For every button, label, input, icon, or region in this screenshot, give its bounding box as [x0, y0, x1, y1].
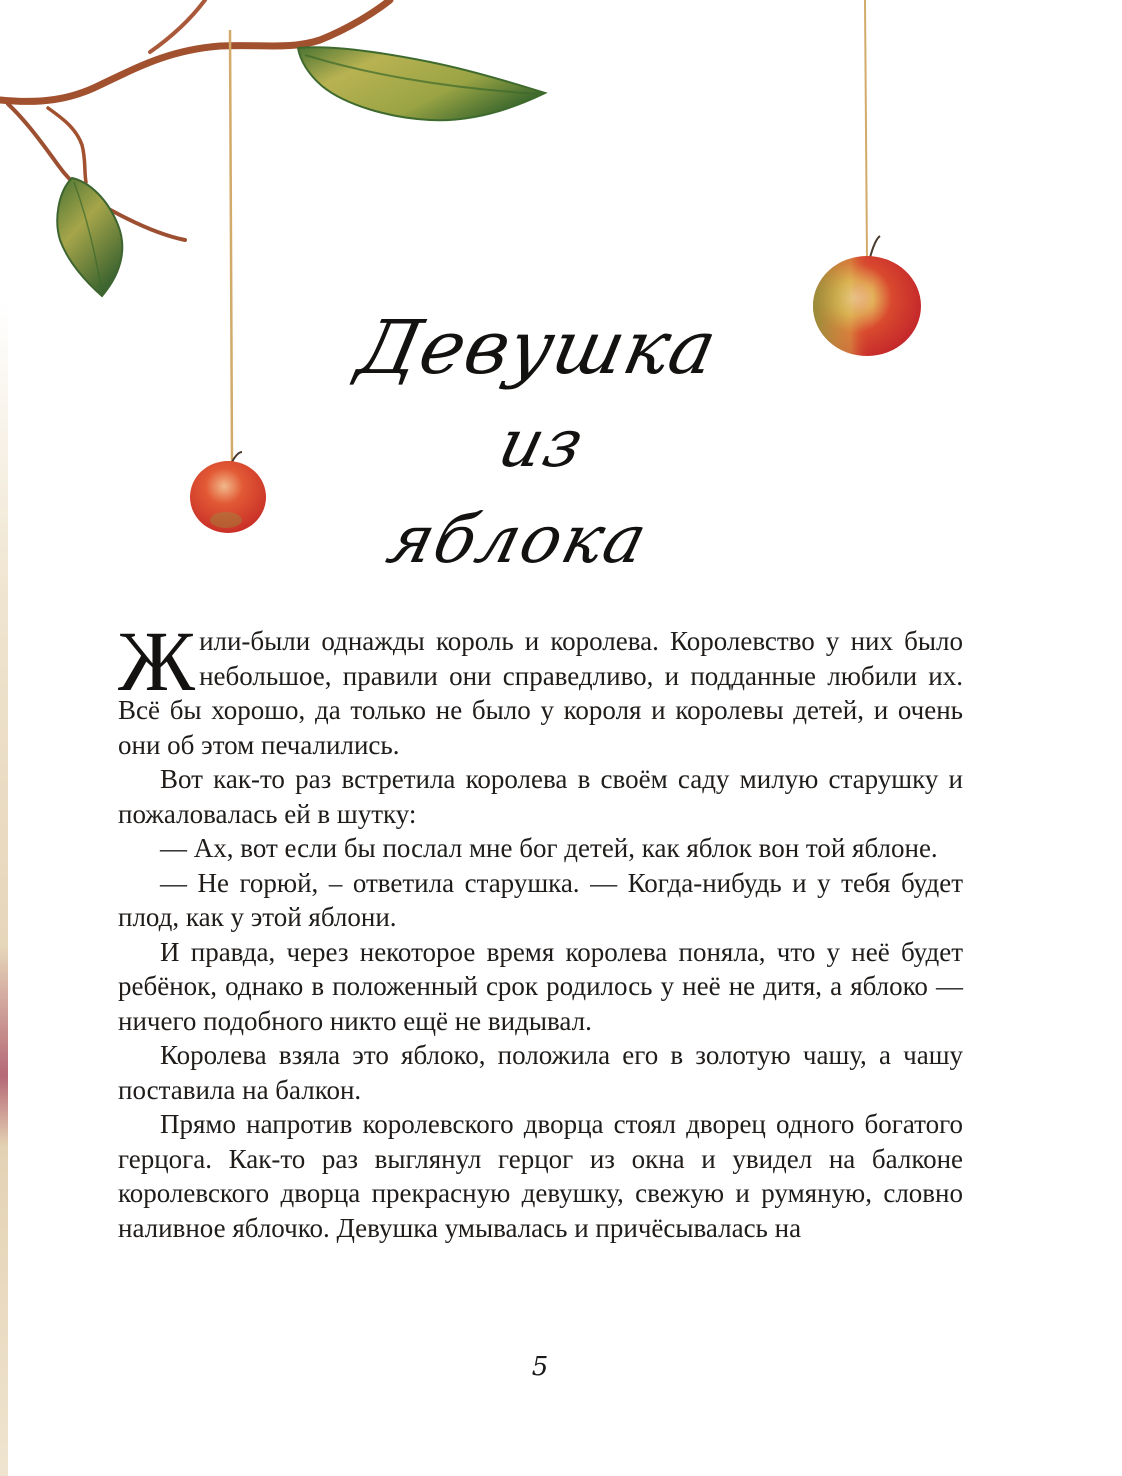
- apple-hanging-right: [813, 256, 921, 356]
- leaf-small: [57, 178, 122, 296]
- paragraph: [118, 613, 963, 762]
- paragraph: Прямо напротив королевского дворца стоял дворец одного богатого герцога. Как-то раз выглянул герцог из окна и увидел на балконе королевского дворца прекрасную девушку, свежую и румяную, словно наливное яблочко. Девушка умывалась и причёсывалась на: [118, 1109, 963, 1243]
- drop-cap: Ж: [118, 613, 196, 709]
- paragraph: — Ах, вот если бы послал мне бог детей, как яблок вон той яблоне.: [160, 833, 938, 863]
- branch: [0, 0, 390, 240]
- paragraph: Королева взяла это яблоко, положила его в золотую чашу, а чашу поставила на балкон.: [118, 1040, 963, 1105]
- paragraph: И правда, через некоторое время королева поняла, что у неё будет ребёнок, однако в положенный срок родилось у неё не дитя, а яблоко — ничего подобного никто ещё не видывал.: [118, 936, 963, 1036]
- title-line-1: Девушка: [350, 305, 725, 391]
- story-body: [118, 613, 963, 1245]
- paragraph: Вот как-то раз встретила королева в своём саду милую старушку и пожаловалась ей в шутку:: [118, 764, 963, 829]
- apple-string-right: [865, 0, 867, 260]
- title-line-2: из яблока: [380, 405, 657, 578]
- paragraph-text: или-были однажды король и королева. Королевство у них было небольшое, правили они справедливо, и подданные любили их. Всё бы хорошо, да только не было у короля и королевы детей, и очень они об этом печалились.: [118, 626, 963, 760]
- apple-string-left: [230, 30, 232, 462]
- apple-hanging-left: [190, 461, 266, 533]
- adjacent-illustration-edge: [0, 300, 8, 1476]
- story-title: [350, 300, 725, 588]
- page-number: 5: [531, 1352, 549, 1382]
- leaf-large: [298, 47, 545, 120]
- paragraph: — Не горюй, – ответила старушка. — Когда-нибудь и у тебя будет плод, как у этой яблони.: [118, 867, 963, 932]
